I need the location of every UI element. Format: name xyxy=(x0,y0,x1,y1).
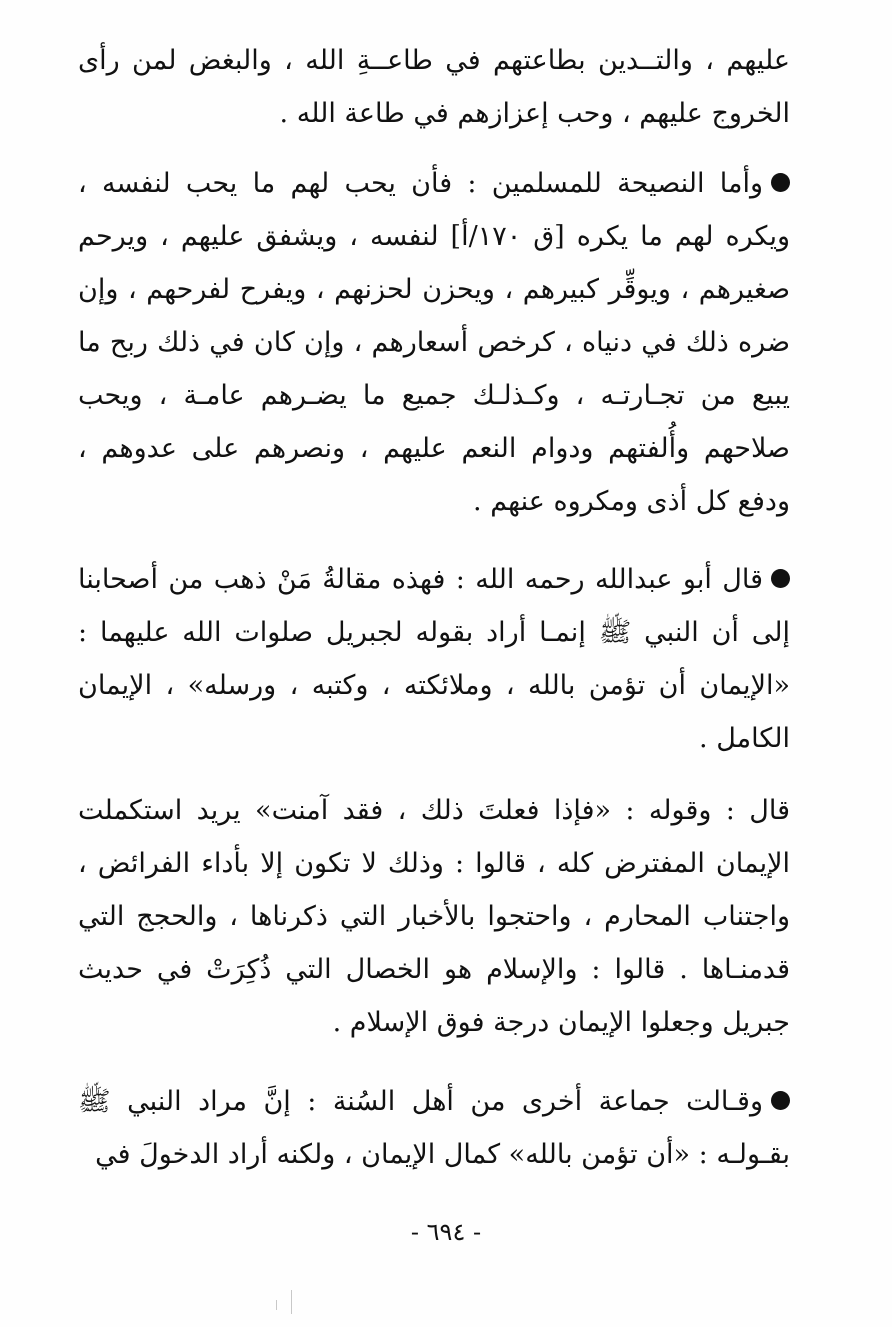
paragraph xyxy=(78,157,790,528)
paragraph-5-block xyxy=(78,1075,790,1181)
page-number: - ٦٩٤ - xyxy=(410,1218,482,1246)
bullet-icon xyxy=(771,1091,790,1110)
bullet-icon xyxy=(771,173,790,192)
paragraph-4-block xyxy=(78,784,790,1049)
paragraph xyxy=(78,1075,790,1181)
scan-artifact xyxy=(291,1290,292,1314)
paragraph-text: وقـالت جماعة أخرى من أهل السُنة : إنَّ مراد النبي ﷺ بقـولـه : «أن تؤمن بالله» كمال الإيمان ، ولكنه أراد الدخولَ في xyxy=(78,1086,790,1170)
paragraph-text: عليهم ، والتــدين بطاعتهم في طاعــةِ الله ، والبغض لمن رأى الخروج عليهم ، وحب إعزازهم في طاعة الله . xyxy=(78,45,790,129)
paragraph-text: قال : وقوله : «فإذا فعلتَ ذلك ، فقد آمنت» يريد استكملت الإيمان المفترض كله ، قالوا : وذلك لا تكون إلا بأداء الفرائض ، واجتناب المحارم ، واحتجوا بالأخبار التي ذكرناها ، والحجج التي قدمنـاها . قالوا : والإسلام هو الخصال التي ذُكِرَتْ في حديث جبريل وجعلوا الإيمان درجة فوق الإسلام . xyxy=(78,795,790,1038)
paragraph-3-block xyxy=(78,553,790,765)
paragraph xyxy=(78,553,790,765)
paragraph xyxy=(78,784,790,1049)
paragraph-text: وأما النصيحة للمسلمين : فأن يحب لهم ما يحب لنفسه ، ويكره لهم ما يكره [ق ١٧٠/أ] لنفسه ، ويشفق عليهم ، ويرحم صغيرهم ، ويوقِّر كبيرهم ، ويحزن لحزنهم ، ويفرح لفرحهم ، وإن ضره ذلك في دنياه ، كرخص أسعارهم ، وإن كان في ذلك ربح ما يبيع من تجـارتـه ، وكـذلـك جميع ما يضـرهم عامـة ، ويحب صلاحهم وأُلفتهم ودوام النعم عليهم ، ونصرهم على عدوهم ، ودفع كل أذى ومكروه عنهم . xyxy=(78,168,791,517)
paragraph-1-block xyxy=(78,34,790,140)
scan-artifact xyxy=(276,1300,277,1310)
paragraph xyxy=(78,34,790,140)
paragraph-2-block xyxy=(78,157,790,528)
bullet-icon xyxy=(771,569,790,588)
paragraph-text: قال أبو عبدالله رحمه الله : فهذه مقالةُ مَنْ ذهب من أصحابنا إلى أن النبي ﷺ إنمـا أراد بقوله لجبريل صلوات الله عليهما : «الإيمان أن تؤمن بالله ، وملائكته ، وكتبه ، ورسله» ، الإيمان الكامل . xyxy=(78,564,790,754)
